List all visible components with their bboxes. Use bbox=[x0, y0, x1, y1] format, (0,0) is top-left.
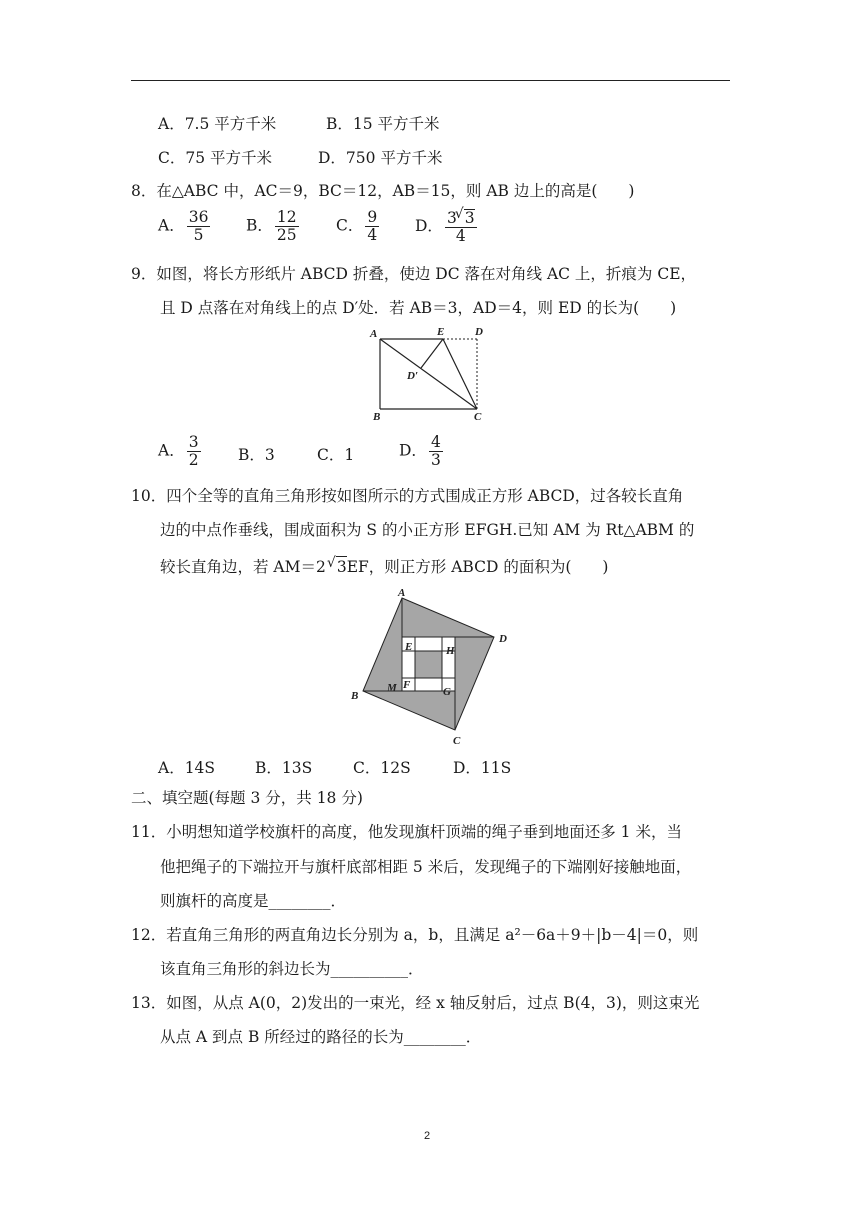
q7-option-c: C．75 平方千米 bbox=[158, 149, 273, 167]
q11-line2: 他把绳子的下端拉开与旗杆底部相距 5 米后，发现绳子的下端刚好接触地面， bbox=[160, 858, 692, 876]
crease-ce bbox=[443, 339, 477, 409]
label-g: G bbox=[443, 686, 451, 698]
fraction-numerator: 4 bbox=[430, 433, 441, 451]
label-b: B bbox=[351, 690, 359, 702]
q8-option-b-label: B． bbox=[246, 216, 273, 235]
q9-rectangle-figure bbox=[365, 322, 495, 424]
fraction-denominator: 4 bbox=[367, 226, 378, 244]
q9-stem-line2: 且 D 点落在对角线上的点 D′处．若 AB＝3，AD＝4，则 ED 的长为( ) bbox=[160, 299, 677, 317]
label-d: D bbox=[499, 633, 507, 645]
q8-option-a-fraction bbox=[187, 209, 211, 244]
label-c: C bbox=[474, 411, 482, 423]
q9-option-a-fraction bbox=[187, 434, 201, 469]
label-c: C bbox=[453, 735, 461, 747]
label-h: H bbox=[446, 645, 455, 657]
q10-option-d: D．11S bbox=[453, 759, 512, 777]
page-number: 2 bbox=[424, 1130, 431, 1142]
q10-option-a: A．14S bbox=[158, 759, 216, 777]
radical: √ 3 bbox=[336, 556, 347, 577]
label-f: F bbox=[403, 679, 411, 691]
radical: √ 3 bbox=[464, 209, 475, 227]
q8-stem: 8．在△ABC 中，AC＝9，BC＝12，AB＝15，则 AB 边上的高是( ) bbox=[131, 182, 635, 200]
fraction-numerator: 3 bbox=[188, 433, 199, 451]
q10-option-b: B．13S bbox=[255, 759, 313, 777]
q8-option-b-fraction bbox=[275, 209, 299, 244]
label-e: E bbox=[437, 326, 445, 338]
q7-option-a: A．7.5 平方千米 bbox=[158, 115, 277, 133]
q10-option-c: C．12S bbox=[353, 759, 411, 777]
q10-stem-line3 bbox=[160, 556, 608, 577]
q8-option-c bbox=[336, 209, 381, 244]
q10-square-figure bbox=[345, 584, 520, 749]
q10-stem-line3-pre: 较长直角边，若 AM＝2 bbox=[160, 558, 326, 576]
q9-stem-line1: 9．如图，将长方形纸片 ABCD 折叠，使边 DC 落在对角线 AC 上，折痕为 CE， bbox=[131, 265, 697, 283]
q13-line1: 13．如图，从点 A(0，2)发出的一束光，经 x 轴反射后，过点 B(4，3)，则这束光 bbox=[131, 994, 700, 1012]
q10-stem-line2: 边的中点作垂线，围成面积为 S 的小正方形 EFGH.已知 AM 为 Rt△ABM 的 bbox=[160, 521, 695, 539]
fraction-denominator: 3 bbox=[430, 451, 441, 469]
q9-option-d-label: D． bbox=[399, 441, 427, 460]
fraction-denominator: 5 bbox=[193, 226, 204, 244]
q12-line1: 12．若直角三角形的两直角边长分别为 a，b，且满足 a²－6a＋9＋|b－4|＝0，则 bbox=[131, 926, 699, 944]
q11-line3: 则旗杆的高度是________． bbox=[160, 892, 347, 910]
fraction-numerator: 36 bbox=[188, 208, 209, 226]
label-e: E bbox=[405, 641, 413, 653]
inner-square-efgh bbox=[415, 651, 442, 678]
label-d: D bbox=[475, 326, 483, 338]
fraction-denominator: 2 bbox=[188, 451, 199, 469]
section-heading-fill-in: 二、填空题(每题 3 分，共 18 分) bbox=[131, 789, 363, 807]
q8-option-c-label: C． bbox=[336, 216, 364, 235]
fraction-denominator: 25 bbox=[276, 226, 297, 244]
q10-stem-line1: 10．四个全等的直角三角形按如图所示的方式围成正方形 ABCD，过各较长直角 bbox=[131, 487, 684, 505]
q12-line2: 该直角三角形的斜边长为__________． bbox=[160, 960, 424, 978]
fraction-numerator: 9 bbox=[367, 208, 378, 226]
label-a: A bbox=[398, 587, 406, 599]
q7-option-b: B．15 平方千米 bbox=[326, 115, 440, 133]
q11-line1: 11．小明想知道学校旗杆的高度，他发现旗杆顶端的绳子垂到地面还多 1 米，当 bbox=[131, 823, 682, 841]
q8-option-d-fraction bbox=[445, 209, 477, 245]
q9-option-d bbox=[399, 434, 445, 469]
q9-option-a bbox=[158, 434, 203, 469]
q8-option-a-label: A． bbox=[158, 216, 185, 235]
q8-option-d bbox=[415, 209, 479, 245]
q9-option-c: C．1 bbox=[317, 446, 355, 464]
fraction-denominator: 4 bbox=[455, 227, 466, 245]
label-a: A bbox=[370, 328, 378, 340]
diagonal-ac bbox=[380, 339, 477, 409]
q7-option-d: D．750 平方千米 bbox=[318, 149, 443, 167]
q9-option-d-fraction bbox=[429, 434, 443, 469]
label-d-prime: D′ bbox=[407, 370, 419, 382]
coefficient: 3 bbox=[446, 209, 457, 227]
q8-option-c-fraction bbox=[365, 209, 379, 244]
fraction-numerator bbox=[445, 209, 477, 228]
label-m: M bbox=[387, 682, 397, 694]
label-b: B bbox=[373, 411, 381, 423]
fraction-numerator: 12 bbox=[276, 208, 297, 226]
segment-ed-prime bbox=[421, 339, 443, 368]
q8-option-d-label: D． bbox=[415, 217, 443, 235]
q8-option-b bbox=[246, 209, 301, 244]
q9-option-a-label: A． bbox=[158, 441, 185, 460]
header-rule bbox=[131, 80, 730, 81]
q8-option-a bbox=[158, 209, 212, 244]
q10-stem-line3-post: EF，则正方形 ABCD 的面积为( ) bbox=[346, 558, 609, 576]
q9-option-b: B．3 bbox=[238, 446, 275, 464]
q13-line2: 从点 A 到点 B 所经过的路径的长为________． bbox=[160, 1028, 482, 1046]
